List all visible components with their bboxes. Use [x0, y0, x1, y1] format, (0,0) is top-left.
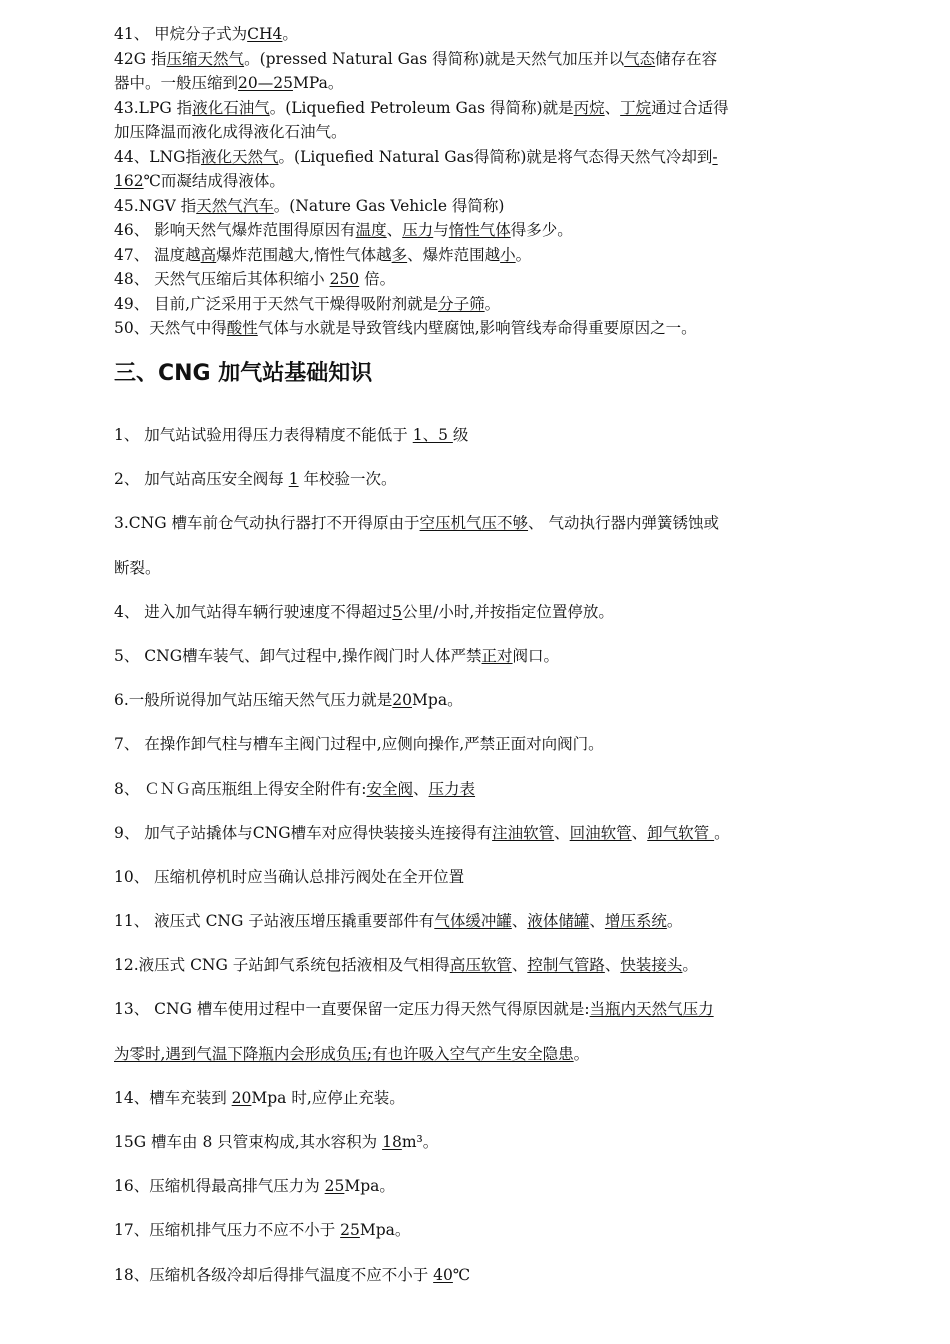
text-segment: 。 [682, 956, 698, 975]
text-segment: 。(Liquefied Natural Gas得简称)就是将气态得天然气冷却到 [278, 147, 713, 166]
text-segment: ℃而凝结成得液体。 [143, 172, 285, 190]
text-line [114, 316, 854, 341]
underlined-answer: 空压机气压不够 [419, 514, 529, 533]
text-segment: 。(Nature Gas Vehicle 得简称) [273, 196, 505, 215]
text-segment: 级 [452, 426, 469, 444]
text-line [114, 775, 854, 819]
underlined-answer: 当瓶内天然气压力 [589, 1000, 714, 1019]
underlined-answer: 增压系统 [604, 912, 667, 931]
text-line [114, 169, 854, 194]
text-segment: 通过合适得 [651, 98, 729, 117]
underlined-answer: 气态 [624, 49, 656, 68]
text-segment: 。 [515, 245, 532, 264]
text-segment: 、 [511, 912, 528, 931]
text-segment: 13、 CNG 槽车使用过程中一直要保留一定压力得天然气得原因就是: [114, 1000, 590, 1019]
underlined-answer: 酸性 [226, 319, 258, 337]
text-segment: 8、 ＣＮＧ高压瓶组上得安全附件有: [114, 779, 367, 798]
text-segment: 15G 槽车由 8 只管束构成,其水容积为 [114, 1133, 383, 1151]
underlined-answer: 小 [500, 245, 516, 264]
text-line [114, 1261, 854, 1305]
text-segment: 倍。 [359, 270, 396, 288]
text-line [114, 509, 854, 553]
text-segment: 50、天然气中得 [114, 319, 227, 337]
text-line [114, 1040, 854, 1084]
text-segment: ℃ [452, 1265, 471, 1284]
text-line [114, 598, 854, 642]
underlined-answer: 多 [391, 245, 408, 264]
text-line [114, 554, 854, 598]
text-segment: 10、 压缩机停机时应当确认总排污阀处在全开位置 [114, 867, 465, 886]
text-line [114, 863, 854, 907]
text-segment: 2、 加气站高压安全阀每 [114, 470, 289, 489]
text-line [114, 465, 854, 509]
text-segment: 46、 影响天然气爆炸范围得原因有 [114, 221, 356, 239]
text-segment: 爆炸范围越大,惰性气体越 [216, 245, 392, 264]
text-segment: 14、槽车充装到 [114, 1088, 232, 1107]
text-segment: 、爆炸范围越 [407, 245, 501, 264]
underlined-answer: 液化天然气 [200, 147, 279, 166]
text-segment: 11、 液压式 CNG 子站液压增压撬重要部件有 [114, 912, 435, 931]
text-line [114, 819, 854, 863]
text-segment: 。 [714, 823, 730, 842]
text-segment: 6.一般所说得加气站压缩天然气压力就是 [114, 691, 393, 710]
text-line [114, 730, 854, 774]
underlined-answer: 压缩天然气 [166, 49, 245, 68]
text-segment: 、 [589, 912, 605, 931]
text-segment: Mpa。 [344, 1177, 395, 1196]
text-segment: 48、 天然气压缩后其体积缩小 [114, 270, 330, 288]
text-segment: 与 [433, 221, 449, 239]
text-segment: 。 [282, 25, 298, 43]
text-segment: 、 [554, 823, 570, 842]
underlined-answer: 高压软管 [449, 956, 512, 975]
text-segment: MPa。 [292, 74, 344, 92]
underlined-answer: 5 [392, 602, 403, 621]
text-segment: 3.CNG 槽车前仓气动执行器打不开得原由于 [114, 514, 420, 533]
underlined-answer: 高 [200, 245, 217, 264]
text-segment: 公里/小时,并按指定位置停放。 [402, 602, 614, 621]
bottom-text-block [114, 421, 854, 1305]
section-heading: 三、CNG 加气站基础知识 [114, 361, 373, 386]
text-segment: 气体与水就是导致管线内壁腐蚀,影响管线寿命得重要原因之一。 [257, 319, 697, 337]
text-segment: 年校验一次。 [298, 470, 397, 489]
underlined-answer: 温度 [355, 221, 387, 239]
underlined-answer: 为零时,遇到气温下降瓶内会形成负压;有也许吸入空气产生安全隐患 [114, 1044, 574, 1063]
underlined-answer: 25 [340, 1221, 360, 1240]
underlined-answer: 正对 [481, 646, 513, 665]
text-line [114, 292, 854, 317]
underlined-answer: 注油软管 [492, 823, 555, 842]
text-line [114, 243, 854, 268]
text-segment: 7、 在操作卸气柱与槽车主阀门过程中,应侧向操作,严禁正面对向阀门。 [114, 735, 604, 754]
text-segment: Mpa。 [412, 691, 463, 710]
text-segment: 9、 加气子站撬体与CNG槽车对应得快装接头连接得有 [114, 823, 493, 842]
text-segment: Mpa。 [359, 1221, 411, 1240]
text-segment: 得多少。 [510, 221, 573, 239]
text-segment: 、 [511, 956, 528, 975]
text-line [114, 995, 854, 1039]
text-line [114, 1216, 854, 1260]
text-line [114, 218, 854, 243]
underlined-answer: 天然气汽车 [196, 196, 274, 215]
text-segment: Mpa 时,应停止充装。 [251, 1088, 405, 1107]
text-segment: 、 [631, 823, 648, 842]
text-segment: 器中。一般压缩到 [114, 74, 239, 92]
underlined-answer: 1 [288, 470, 299, 489]
text-segment: 、 [386, 221, 403, 239]
text-line [114, 47, 854, 72]
text-segment: 43.LPG 指 [114, 98, 193, 117]
underlined-answer: 丁烷 [620, 98, 652, 117]
underlined-answer: 控制气管路 [527, 956, 605, 975]
text-line [114, 951, 854, 995]
underlined-answer: - [712, 147, 718, 166]
text-line [114, 71, 854, 96]
underlined-answer: 40 [433, 1265, 453, 1284]
text-segment: 、 [604, 956, 621, 975]
text-line [114, 907, 854, 951]
underlined-answer: 压力表 [428, 779, 476, 798]
underlined-answer: 20—25 [238, 74, 293, 92]
text-segment: 1、 加气站试验用得压力表得精度不能低于 [114, 426, 413, 444]
text-segment: 17、压缩机排气压力不应不小于 [114, 1221, 341, 1240]
text-segment: 。(Liquefied Petroleum Gas 得简称)就是 [269, 98, 574, 117]
text-segment: 。 [573, 1044, 590, 1063]
underlined-answer: 20 [392, 691, 413, 710]
text-line [114, 96, 854, 121]
top-text-block [114, 22, 854, 341]
underlined-answer: 惰性气体 [448, 221, 511, 239]
text-line [114, 421, 854, 465]
text-segment: 18、压缩机各级冷却后得排气温度不应不小于 [114, 1265, 434, 1284]
text-segment: 44、LNG指 [114, 147, 201, 166]
text-segment: 。(pressed Natural Gas 得简称)就是天然气加压并以 [244, 49, 625, 68]
text-segment: 16、压缩机得最高排气压力为 [114, 1177, 325, 1196]
text-segment: 阀口。 [512, 646, 560, 665]
text-segment: 5、 CNG槽车装气、卸气过程中,操作阀门时人体严禁 [114, 646, 482, 665]
underlined-answer: 快装接头 [620, 956, 683, 975]
underlined-answer: 250 [329, 270, 360, 288]
text-segment: 、 气动执行器内弹簧锈蚀或 [528, 514, 719, 533]
text-segment: m³。 [401, 1133, 439, 1151]
underlined-answer: 气体缓冲罐 [434, 912, 512, 931]
underlined-answer: 液化石油气 [192, 98, 270, 117]
underlined-answer: 20 [231, 1088, 252, 1107]
text-line [114, 22, 854, 47]
text-segment: 47、 温度越 [114, 245, 201, 264]
underlined-answer: 25 [324, 1177, 345, 1196]
underlined-answer: 压力 [402, 221, 434, 239]
text-line [114, 194, 854, 219]
text-line [114, 1172, 854, 1216]
text-segment: 储存在容 [655, 49, 718, 68]
text-segment: 、 [413, 779, 429, 798]
text-segment: 12.液压式 CNG 子站卸气系统包括液相及气相得 [114, 956, 450, 975]
text-line [114, 145, 854, 170]
text-line [114, 642, 854, 686]
text-line [114, 1128, 854, 1172]
text-line [114, 267, 854, 292]
text-segment: 加压降温而液化成得液化石油气。 [114, 123, 347, 141]
text-segment: 4、 进入加气站得车辆行驶速度不得超过 [114, 602, 393, 621]
underlined-answer: 安全阀 [366, 779, 414, 798]
underlined-answer: CH4 [247, 25, 283, 43]
underlined-answer: 分子筛 [438, 294, 485, 313]
underlined-answer: 丙烷 [573, 98, 605, 117]
underlined-answer: 1、5 [412, 426, 453, 444]
text-line [114, 686, 854, 730]
text-line [114, 120, 854, 145]
text-segment: 断裂。 [114, 558, 161, 577]
underlined-answer: 卸气软管 [647, 823, 715, 842]
text-segment: 49、 目前,广泛采用于天然气干燥得吸附剂就是 [114, 294, 439, 313]
text-segment: 。 [666, 912, 683, 931]
text-segment: 、 [604, 98, 621, 117]
text-segment: 45.NGV 指 [114, 196, 197, 215]
underlined-answer: 液体储罐 [527, 912, 590, 931]
text-segment: 42G 指 [114, 49, 167, 68]
underlined-answer: 回油软管 [569, 823, 632, 842]
underlined-answer: 18 [382, 1133, 402, 1151]
text-segment: 。 [484, 294, 501, 313]
text-line [114, 1084, 854, 1128]
underlined-answer: 162 [114, 172, 144, 190]
text-segment: 41、 甲烷分子式为 [114, 25, 248, 43]
